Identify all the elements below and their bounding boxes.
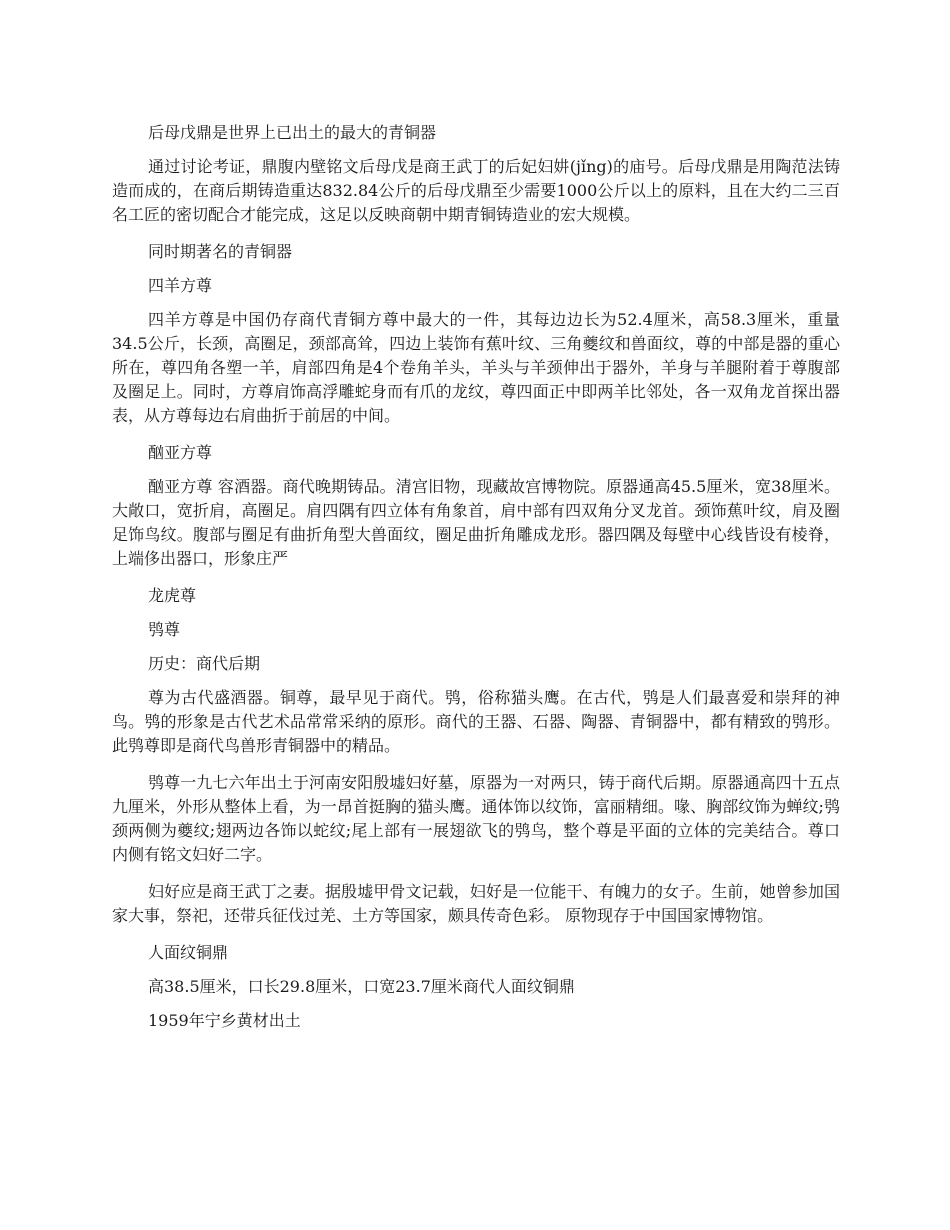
history-label: 历史：商代后期	[148, 654, 261, 673]
heading-xuya-zun: 酗亚方尊	[148, 443, 213, 462]
heading-houmuwu-ding: 后母戊鼎是世界上已出土的最大的青铜器	[148, 123, 437, 142]
paragraph-four-ram-zun: 四羊方尊是中国仍存商代青铜方尊中最大的一件，其每边边长为52.4厘米，高58.3厘米，重量34.5公斤，长颈，高圈足，颈部高耸，四边上装饰有蕉叶纹、三角夔纹和兽面纹，尊的中部是器的重心所在，尊四角各塑一羊，肩部四角是4个卷角羊头，羊头与羊颈伸出于器外，羊身与羊腿附着于尊腹部及圈足上。同时，方尊肩饰高浮雕蛇身而有爪的龙纹，尊四面正中即两羊比邻处，各一双角龙首探出器表，从方尊每边右肩曲折于前居的中间。	[112, 310, 840, 425]
paragraph-zun-intro: 尊为古代盛酒器。铜尊，最早见于商代。鸮，俗称猫头鹰。在古代，鸮是人们最喜爱和崇拜的神鸟。鸮的形象是古代艺术品常常采纳的原形。商代的王器、石器、陶器、青铜器中，都有精致的鸮形。此鸮尊即是商代鸟兽形青铜器中的精品。	[112, 688, 840, 755]
heading-human-face-ding: 人面纹铜鼎	[148, 943, 229, 962]
paragraph-xuya-zun: 酗亚方尊 容酒器。商代晚期铸品。清宫旧物，现藏故宫博物院。原器通高45.5厘米，宽38厘米。大敞口，宽折肩，高圈足。肩四隅有四立体有角象首，肩中部有四双角分叉龙首。颈饰蕉叶纹，肩及圈足饰鸟纹。腹部与圈足有曲折角型大兽面纹，圈足曲折角雕成龙形。器四隅及每壁中心线皆设有棱脊，上端侈出器口，形象庄严	[112, 477, 840, 568]
heading-contemporary-bronzes: 同时期著名的青铜器	[148, 242, 293, 261]
excavation-note: 1959年宁乡黄材出土	[148, 1011, 301, 1030]
dimensions-human-face-ding: 高38.5厘米，口长29.8厘米，口宽23.7厘米商代人面纹铜鼎	[148, 977, 575, 996]
heading-four-ram-zun: 四羊方尊	[148, 276, 213, 295]
document-page	[112, 121, 840, 1043]
paragraph-houmuwu-ding: 通过讨论考证，鼎腹内壁铭文后母戊是商王武丁的后妃妇妌(jǐng)的庙号。后母戊鼎是用陶范法铸造而成的，在商后期铸造重达832.84公斤的后母戊鼎至少需要1000公斤以上的原料，且在大约二三百名工匠的密切配合才能完成，这足以反映商朝中期青铜铸造业的宏大规模。	[112, 157, 840, 224]
paragraph-fu-hao: 妇好应是商王武丁之妻。据殷墟甲骨文记载，妇好是一位能干、有魄力的女子。生前，她曾参加国家大事，祭祀，还带兵征伐过羌、土方等国家，颇具传奇色彩。 原物现存于中国国家博物馆。	[112, 882, 840, 925]
heading-dragon-tiger-zun: 龙虎尊	[148, 586, 197, 605]
heading-owl-zun: 鸮尊	[148, 620, 181, 639]
paragraph-owl-zun-excavation: 鸮尊一九七六年出土于河南安阳殷墟妇好墓，原器为一对两只，铸于商代后期。原器通高四十五点九厘米，外形从整体上看，为一昂首挺胸的猫头鹰。通体饰以纹饰，富丽精细。喙、胸部纹饰为蝉纹;鸮颈两侧为夔纹;翅两边各饰以蛇纹;尾上部有一展翅欲飞的鸮鸟，整个尊是平面的立体的完美结合。尊口内侧有铭文妇好二字。	[112, 773, 840, 864]
